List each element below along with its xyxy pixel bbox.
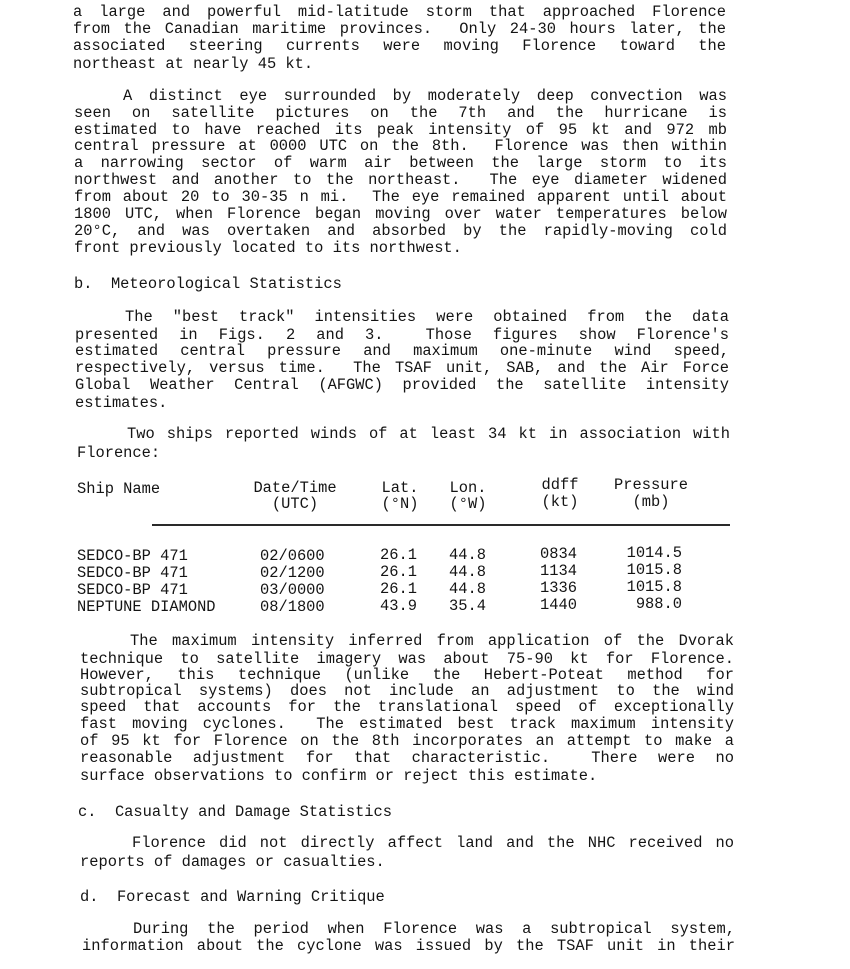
text-line: a narrowing sector of warm air between the large storm to its: [74, 154, 727, 172]
header-ddff-unit: (kt): [541, 493, 579, 511]
text-line: subtropical systems) does not include an adjustment to the wind: [80, 682, 734, 700]
cell-datetime: 08/1800: [260, 598, 325, 616]
text-line: reports of damages or casualties.: [80, 853, 385, 871]
header-lon: Lon.: [449, 479, 487, 497]
cell-datetime: 02/0600: [260, 547, 325, 565]
text-line: technique to satellite imagery was about 75-90 kt for Florence.: [80, 650, 734, 668]
text-line: associated steering currents were moving Florence toward the: [73, 37, 726, 55]
text-line: front previously located to its northwest.: [74, 239, 462, 257]
text-line: information about the cyclone was issued by the TSAF unit in their: [82, 937, 735, 955]
cell-ship-name: NEPTUNE DIAMOND: [77, 598, 216, 616]
header-lon-unit: (°W): [449, 495, 487, 513]
text-line: from the Canadian maritime provinces. Only 24-30 hours later, the: [73, 20, 726, 38]
section-heading-b: b. Meteorological Statistics: [74, 275, 342, 293]
text-line: The maximum intensity inferred from application of the Dvorak: [130, 632, 734, 650]
text-line: a large and powerful mid-latitude storm that approached Florence: [73, 3, 726, 21]
text-line: estimated central pressure and maximum one-minute wind speed,: [75, 342, 729, 360]
text-line: northwest and another to the northeast. The eye diameter widened: [74, 171, 727, 189]
cell-lat: 26.1: [380, 580, 417, 598]
text-line: from about 20 to 30-35 n mi. The eye remained apparent until about: [74, 188, 727, 206]
cell-pressure: 1014.5: [626, 544, 682, 562]
cell-lon: 35.4: [449, 597, 486, 615]
cell-lat: 43.9: [380, 597, 417, 615]
cell-lat: 26.1: [380, 563, 417, 581]
header-ship-name: Ship Name: [77, 480, 161, 498]
cell-lat: 26.1: [380, 546, 417, 564]
cell-ship-name: SEDCO-BP 471: [77, 581, 188, 599]
cell-ship-name: SEDCO-BP 471: [77, 547, 188, 565]
text-line: presented in Figs. 2 and 3. Those figures show Florence's: [75, 326, 729, 344]
text-line: 1800 UTC, when Florence began moving over water temperatures below: [74, 205, 727, 223]
header-lat: Lat.: [381, 479, 419, 497]
text-line: estimated to have reached its peak intensity of 95 kt and 972 mb: [74, 121, 727, 139]
header-datetime: Date/Time: [253, 479, 337, 497]
header-pressure-unit: (mb): [632, 493, 670, 511]
text-line: reasonable adjustment for that characteristic. There were no: [80, 749, 734, 767]
text-line: fast moving cyclones. The estimated best track maximum intensity: [80, 715, 734, 733]
cell-ddff: 1336: [540, 579, 577, 597]
cell-ddff: 1440: [540, 596, 577, 614]
text-line: The "best track" intensities were obtained from the data: [125, 308, 729, 326]
header-lat-unit: (°N): [381, 495, 419, 513]
header-pressure: Pressure: [614, 476, 688, 494]
cell-pressure: 1015.8: [626, 578, 682, 596]
cell-datetime: 03/0000: [260, 581, 325, 599]
text-line: seen on satellite pictures on the 7th and the hurricane is: [74, 104, 727, 122]
text-line: northeast at nearly 45 kt.: [73, 55, 314, 73]
text-line: Florence did not directly affect land and the NHC received no: [132, 834, 734, 852]
cell-ddff: 0834: [540, 545, 577, 563]
text-line: speed that accounts for the translational speed of exceptionally: [80, 698, 734, 716]
section-heading-d: d. Forecast and Warning Critique: [80, 888, 385, 906]
cell-datetime: 02/1200: [260, 564, 325, 582]
cell-lon: 44.8: [449, 546, 486, 564]
text-line: However, this technique (unlike the Hebert-Poteat method for: [80, 666, 734, 684]
section-heading-c: c. Casualty and Damage Statistics: [78, 803, 393, 821]
text-line: of 95 kt for Florence on the 8th incorporates an attempt to make a: [80, 732, 734, 750]
text-line: central pressure at 0000 UTC on the 8th. Florence was then within: [74, 137, 727, 155]
cell-pressure: 1015.8: [626, 561, 682, 579]
text-line: A distinct eye surrounded by moderately deep convection was: [123, 87, 727, 105]
text-line: Global Weather Central (AFGWC) provided the satellite intensity: [75, 376, 729, 394]
cell-lon: 44.8: [449, 580, 486, 598]
text-line: Florence:: [77, 444, 161, 462]
text-line: respectively, versus time. The TSAF unit, SAB, and the Air Force: [75, 359, 729, 377]
text-line: estimates.: [75, 394, 168, 412]
text-line: surface observations to confirm or reject this estimate.: [80, 767, 598, 785]
cell-lon: 44.8: [449, 563, 486, 581]
cell-pressure: 988.0: [635, 595, 682, 613]
text-line: Two ships reported winds of at least 34 kt in association with: [127, 425, 730, 443]
cell-ship-name: SEDCO-BP 471: [77, 564, 188, 582]
text-line: During the period when Florence was a subtropical system,: [133, 920, 735, 938]
table-header-rule: [152, 524, 730, 526]
text-line: 20°C, and was overtaken and absorbed by the rapidly-moving cold: [74, 222, 727, 240]
header-ddff: ddff: [541, 476, 579, 494]
header-datetime-unit: (UTC): [271, 495, 319, 513]
cell-ddff: 1134: [540, 562, 577, 580]
